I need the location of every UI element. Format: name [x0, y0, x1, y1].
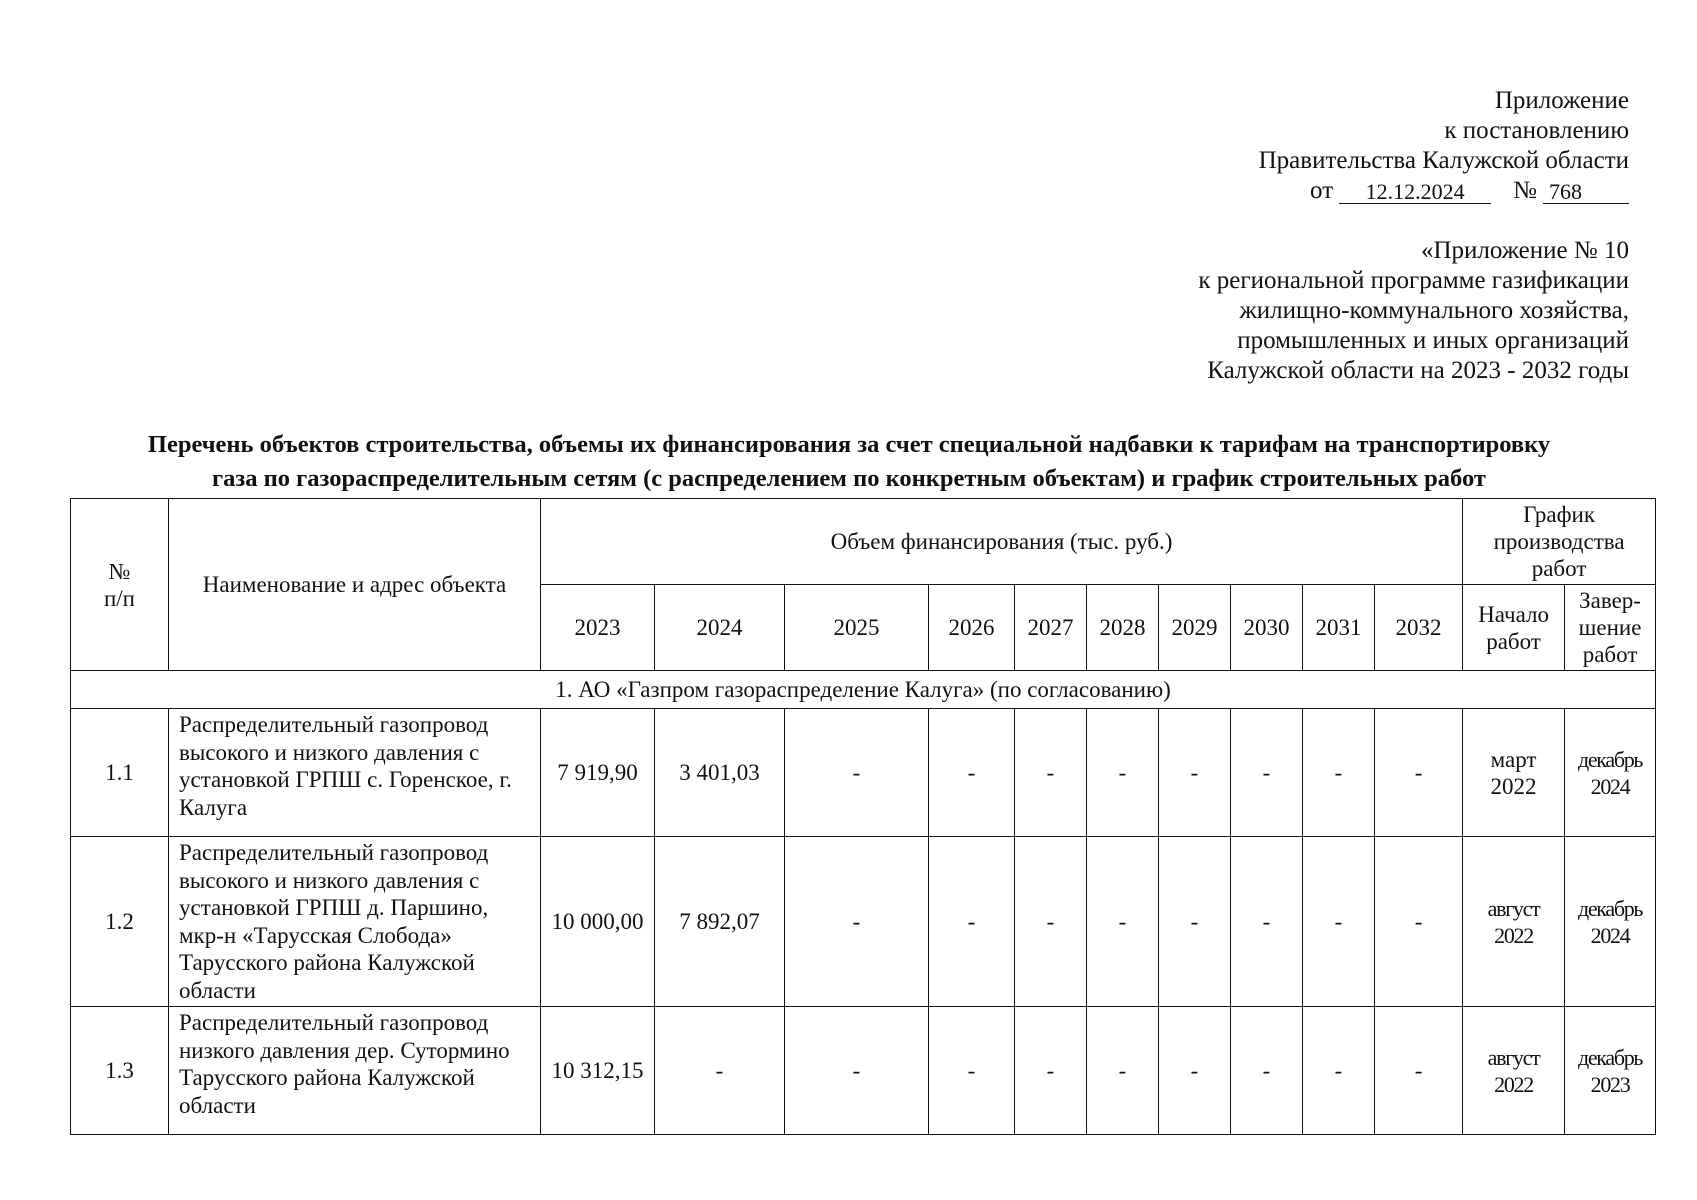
header-end — [1565, 585, 1656, 671]
table-row — [71, 837, 1656, 1007]
header-number — [71, 499, 169, 671]
document-title — [72, 428, 1626, 496]
funding-value: - — [929, 1007, 1015, 1135]
annex-line: Калужской области на 2023 - 2032 годы — [1207, 357, 1629, 384]
start-date — [1463, 709, 1565, 837]
header-start — [1463, 585, 1565, 671]
header-number-line: п/п — [103, 585, 135, 611]
end-date — [1565, 837, 1656, 1007]
annex-line: к региональной программе газификации — [1198, 267, 1629, 294]
funding-value: 10 312,15 — [541, 1007, 655, 1135]
funding-value: - — [1231, 709, 1303, 837]
funding-value: 7 919,90 — [541, 709, 655, 837]
number-sign: № — [1513, 177, 1537, 204]
table-row — [71, 1007, 1656, 1135]
start-date — [1463, 837, 1565, 1007]
end-month: декабрь — [1577, 1044, 1643, 1070]
start-year: 2022 — [1490, 773, 1537, 799]
decree-reference — [1259, 176, 1629, 206]
section-row — [71, 671, 1656, 709]
object-name: Распределительный газопровод высокого и низкого давления с установкой ГРПШ с. Горенское, г. Калуга — [169, 709, 541, 837]
header-year: 2023 — [541, 585, 655, 671]
approval-line: Правительства Калужской области — [1258, 147, 1629, 174]
header-year: 2029 — [1159, 585, 1231, 671]
end-date — [1565, 709, 1656, 837]
approval-line: Приложение — [1494, 87, 1629, 114]
funding-value: 7 892,07 — [655, 837, 785, 1007]
funding-value: - — [1015, 837, 1087, 1007]
annex-line: промышленных и иных организаций — [1237, 327, 1629, 354]
funding-value: - — [1087, 837, 1159, 1007]
header-schedule: График производства работ — [1463, 499, 1656, 585]
object-name: Распределительный газопровод высокого и низкого давления с установкой ГРПШ д. Паршино, мкр-н «Тарусская Слобода» Тарусского района Калужской области — [169, 837, 541, 1007]
header-funding: Объем финансирования (тыс. руб.) — [541, 499, 1463, 585]
header-year: 2032 — [1375, 585, 1463, 671]
funding-value: - — [1159, 837, 1231, 1007]
row-number: 1.3 — [71, 1007, 169, 1135]
decree-date: 12.12.2024 — [1339, 181, 1491, 204]
funding-value: - — [1087, 709, 1159, 837]
row-number: 1.1 — [71, 709, 169, 837]
funding-value: - — [1159, 709, 1231, 837]
funding-value: - — [1303, 837, 1375, 1007]
header-number-line: № — [108, 558, 131, 584]
funding-value: - — [785, 709, 929, 837]
start-month: август — [1487, 1044, 1540, 1070]
header-year: 2024 — [655, 585, 785, 671]
funding-value: - — [1015, 709, 1087, 837]
end-date — [1565, 1007, 1656, 1135]
funding-value: 10 000,00 — [541, 837, 655, 1007]
title-line: газа по газораспределительным сетям (с распределением по конкретным объектам) и график строительных работ — [212, 465, 1486, 492]
object-name: Распределительный газопровод низкого давления дер. Сутормино Тарусского района Калужской области — [169, 1007, 541, 1135]
funding-value: - — [1231, 1007, 1303, 1135]
funding-value: - — [1231, 837, 1303, 1007]
header-year: 2031 — [1303, 585, 1375, 671]
decree-number: 768 — [1543, 181, 1629, 204]
header-object-name: Наименование и адрес объекта — [169, 499, 541, 671]
funding-value: - — [1303, 1007, 1375, 1135]
funding-value: 3 401,03 — [655, 709, 785, 837]
header-end-line: работ — [1582, 642, 1638, 667]
header-year: 2030 — [1231, 585, 1303, 671]
date-prefix: от — [1310, 177, 1334, 204]
funding-value: - — [1375, 837, 1463, 1007]
funding-value: - — [929, 709, 1015, 837]
header-end-line: Завер- — [1579, 588, 1641, 613]
title-line: Перечень объектов строительства, объемы их финансирования за счет специальной надбавки к тарифам на транспортировку — [147, 431, 1551, 458]
header-year: 2025 — [785, 585, 929, 671]
table-row — [71, 709, 1656, 837]
end-month: декабрь — [1577, 895, 1643, 921]
annex-block — [1198, 236, 1629, 386]
funding-value: - — [655, 1007, 785, 1135]
funding-value: - — [1375, 1007, 1463, 1135]
row-number: 1.2 — [71, 837, 169, 1007]
section-title: 1. АО «Газпром газораспределение Калуга» (по согласованию) — [71, 671, 1656, 709]
approval-block — [1259, 86, 1629, 206]
funding-value: - — [785, 837, 929, 1007]
funding-value: - — [1303, 709, 1375, 837]
start-year: 2022 — [1494, 922, 1533, 948]
annex-line: «Приложение № 10 — [1420, 237, 1629, 264]
funding-value: - — [1015, 1007, 1087, 1135]
approval-line: к постановлению — [1444, 117, 1629, 144]
start-month: март — [1490, 746, 1537, 772]
header-start-line: работ — [1486, 628, 1541, 654]
funding-value: - — [929, 837, 1015, 1007]
header-row — [71, 499, 1656, 585]
funding-value: - — [785, 1007, 929, 1135]
end-year: 2024 — [1590, 773, 1630, 799]
construction-objects-table — [70, 498, 1656, 1135]
header-start-line: Начало — [1478, 601, 1549, 627]
header-end-line: шение — [1578, 615, 1642, 640]
start-year: 2022 — [1494, 1071, 1533, 1097]
start-month: август — [1487, 895, 1540, 921]
funding-value: - — [1087, 1007, 1159, 1135]
header-year: 2027 — [1015, 585, 1087, 671]
start-date — [1463, 1007, 1565, 1135]
funding-value: - — [1375, 709, 1463, 837]
funding-value: - — [1159, 1007, 1231, 1135]
end-month: декабрь — [1577, 746, 1643, 772]
annex-line: жилищно-коммунального хозяйства, — [1239, 297, 1629, 324]
end-year: 2024 — [1590, 922, 1630, 948]
end-year: 2023 — [1590, 1071, 1630, 1097]
header-year: 2028 — [1087, 585, 1159, 671]
header-year: 2026 — [929, 585, 1015, 671]
